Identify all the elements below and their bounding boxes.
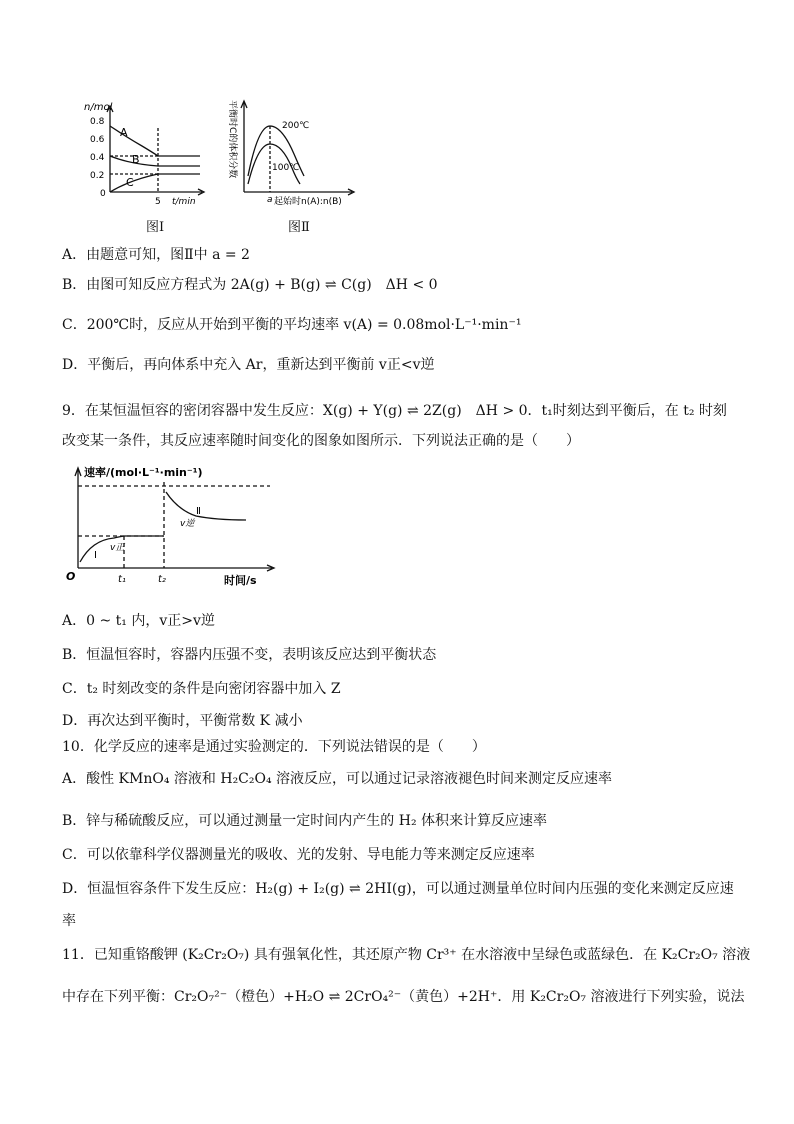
- fig2-xlabel: 起始时n(A):n(B): [274, 197, 342, 207]
- q8-option-c: C．200℃时，反应从开始到平衡的平均速率 v(A) = 0.08mol·L⁻¹·min⁻¹: [62, 317, 522, 333]
- q9-graph-label: Ⅰ: [94, 550, 97, 561]
- q9-option-a: A．0 ~ t₁ 内，v正>v逆: [62, 613, 215, 629]
- q10-option-a: A．酸性 KMnO₄ 溶液和 H₂C₂O₄ 溶液反应，可以通过记录溶液褪色时间来测定反应速率: [62, 771, 613, 787]
- q9-rate-graph: [66, 462, 276, 590]
- q9-graph-xtick: t₁: [118, 574, 126, 585]
- fig2-xtick: a: [267, 195, 273, 205]
- fig1-curve-label: C: [126, 176, 134, 189]
- q9-graph-origin: O: [66, 570, 76, 583]
- q11-line2: 中存在下列平衡：Cr₂O₇²⁻（橙色）+H₂O ⇌ 2CrO₄²⁻（黄色）+2H⁺．用 K₂Cr₂O₇ 溶液进行下列实验，说法: [62, 989, 745, 1005]
- q9-graph-label: Ⅱ: [196, 506, 201, 517]
- q11-line1: 11．已知重铬酸钾 (K₂Cr₂O₇) 具有强氧化性，其还原产物 Cr³⁺ 在水溶液中呈绿色或蓝绿色．在 K₂Cr₂O₇ 溶液: [62, 947, 751, 963]
- fig1-ylabel: n/mol: [84, 102, 113, 113]
- q10-option-d: D．恒温恒容条件下发生反应：H₂(g) + I₂(g) ⇌ 2HI(g)，可以通过测量单位时间内压强的变化来测定反应速: [62, 881, 734, 897]
- q9-stem-line1: 9．在某恒温恒容的密闭容器中发生反应：X(g) + Y(g) ⇌ 2Z(g) ΔH > 0．t₁时刻达到平衡后，在 t₂ 时刻: [62, 403, 727, 419]
- q8-option-b: B．由图可知反应方程式为 2A(g) + B(g) ⇌ C(g) ΔH < 0: [62, 277, 438, 293]
- q10-option-b: B．锌与稀硫酸反应，可以通过测量一定时间内产生的 H₂ 体积来计算反应速率: [62, 813, 548, 829]
- q9-graph-xtick: t₂: [158, 574, 166, 585]
- q8-option-a: A．由题意可知，图Ⅱ中 a = 2: [62, 247, 250, 263]
- q9-graph-ylabel: 速率/(mol·L⁻¹·min⁻¹): [84, 466, 203, 479]
- fig1-xtick: 5: [155, 197, 161, 207]
- q9-option-b: B．恒温恒容时，容器内压强不变，表明该反应达到平衡状态: [62, 647, 437, 663]
- fig1-ytick: 0: [100, 189, 106, 199]
- fig2-curve-label: 200℃: [282, 121, 310, 131]
- fig1-curve-label: A: [120, 126, 128, 139]
- q9-graph-label: v正: [110, 543, 125, 553]
- q9-graph-xlabel: 时间/s: [224, 574, 257, 587]
- fig1-ytick: 0.4: [90, 153, 105, 163]
- fig1-ytick: 0.6: [90, 135, 105, 145]
- q10-stem: 10．化学反应的速率是通过实验测定的．下列说法错误的是（ ）: [62, 739, 486, 755]
- figure-2-caption: 图Ⅱ: [288, 220, 310, 235]
- q8-option-d: D．平衡后，再向体系中充入 Ar，重新达到平衡前 v正<v逆: [62, 357, 435, 373]
- fig1-ytick: 0.2: [90, 171, 105, 181]
- fig2-curve-label: 100℃: [272, 163, 300, 173]
- q9-option-c: C．t₂ 时刻改变的条件是向密闭容器中加入 Z: [62, 681, 341, 697]
- q9-stem-line2: 改变某一条件，其反应速率随时间变化的图象如图所示．下列说法正确的是（ ）: [62, 433, 580, 449]
- q10-option-d-continuation: 率: [62, 913, 76, 929]
- fig2-ylabel: 平衡时C的体积分数: [227, 100, 237, 179]
- fig1-ytick: 0.8: [90, 117, 105, 127]
- figure-1-graph: [80, 100, 210, 210]
- q9-graph-label: v逆: [180, 519, 195, 529]
- q10-option-c: C．可以依靠科学仪器测量光的吸收、光的发射、导电能力等来测定反应速率: [62, 847, 535, 863]
- figure-1-caption: 图Ⅰ: [146, 220, 165, 235]
- fig1-curve-label: B: [132, 153, 140, 166]
- fig1-xlabel: t/min: [172, 197, 196, 207]
- q9-option-d: D．再次达到平衡时，平衡常数 K 减小: [62, 713, 303, 729]
- figure-2-graph: [218, 96, 358, 214]
